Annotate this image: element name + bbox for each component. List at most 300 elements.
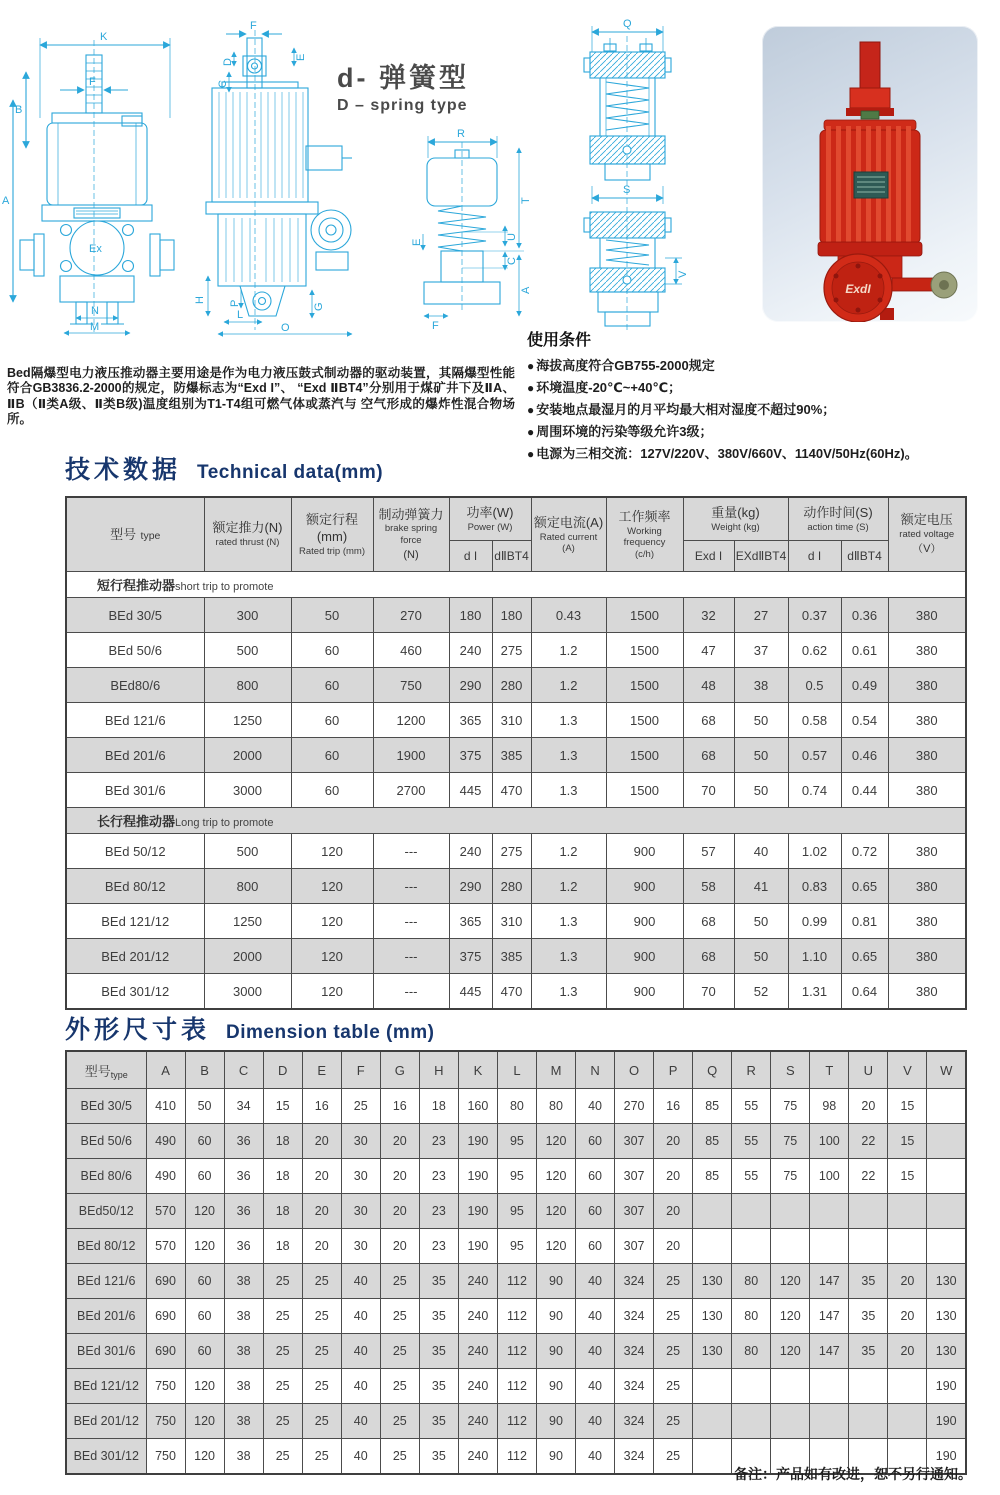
model-cell: BEd 201/12 bbox=[66, 1404, 146, 1439]
header-en: type bbox=[110, 1069, 128, 1080]
product-photo bbox=[762, 26, 978, 322]
value-cell: 60 bbox=[185, 1124, 224, 1159]
value-cell: 1.3 bbox=[531, 703, 606, 738]
value-cell: 25 bbox=[263, 1369, 302, 1404]
value-cell: 38 bbox=[224, 1264, 263, 1299]
value-cell: 1200 bbox=[373, 703, 449, 738]
value-cell: 130 bbox=[693, 1334, 732, 1369]
value-cell: 380 bbox=[888, 703, 966, 738]
value-cell: 35 bbox=[419, 1264, 458, 1299]
bullet-icon: ● bbox=[527, 403, 535, 417]
value-cell: 470 bbox=[492, 974, 531, 1010]
value-cell: 3000 bbox=[204, 773, 291, 808]
value-cell: 25 bbox=[380, 1439, 419, 1475]
header-en: rated voltage bbox=[899, 529, 955, 541]
dim-col-letter: O bbox=[615, 1051, 654, 1089]
drawing-spring-detail bbox=[411, 128, 532, 332]
value-cell: 290 bbox=[449, 869, 492, 904]
value-cell bbox=[771, 1369, 810, 1404]
value-cell: 1.10 bbox=[788, 939, 841, 974]
value-cell: 68 bbox=[683, 939, 734, 974]
value-cell: 300 bbox=[204, 598, 291, 633]
value-cell: 120 bbox=[771, 1264, 810, 1299]
value-cell: 40 bbox=[341, 1404, 380, 1439]
value-cell: 324 bbox=[615, 1439, 654, 1475]
value-cell: 90 bbox=[536, 1439, 575, 1475]
value-cell: 900 bbox=[606, 974, 683, 1010]
header-cn: 额定电流(A) bbox=[533, 514, 604, 530]
value-cell: 900 bbox=[606, 834, 683, 869]
value-cell: 38 bbox=[224, 1334, 263, 1369]
tech-section-label bbox=[66, 572, 966, 598]
dim-col-letter: W bbox=[927, 1051, 966, 1089]
value-cell: 120 bbox=[291, 939, 373, 974]
header-unit: （V） bbox=[912, 543, 942, 556]
value-cell: 0.81 bbox=[841, 904, 888, 939]
value-cell: 445 bbox=[449, 974, 492, 1010]
tech-table-row bbox=[66, 869, 966, 904]
usage-item bbox=[527, 421, 997, 443]
value-cell: 52 bbox=[734, 974, 788, 1010]
value-cell: 490 bbox=[146, 1159, 185, 1194]
value-cell: 20 bbox=[654, 1124, 693, 1159]
value-cell: 380 bbox=[888, 869, 966, 904]
model-cell: BEd80/6 bbox=[66, 668, 204, 703]
value-cell: 280 bbox=[492, 869, 531, 904]
tech-table-body bbox=[66, 572, 966, 1010]
usage-item bbox=[527, 443, 997, 465]
value-cell: 3000 bbox=[204, 974, 291, 1010]
value-cell: 365 bbox=[449, 904, 492, 939]
value-cell: 380 bbox=[888, 598, 966, 633]
value-cell: 1.2 bbox=[531, 834, 606, 869]
value-cell: 36 bbox=[224, 1159, 263, 1194]
value-cell: 80 bbox=[732, 1299, 771, 1334]
value-cell: 750 bbox=[373, 668, 449, 703]
value-cell: 20 bbox=[380, 1159, 419, 1194]
value-cell: 90 bbox=[536, 1334, 575, 1369]
dim-label: R bbox=[457, 128, 465, 140]
tech-table-header bbox=[66, 497, 966, 572]
dim-col-letter: R bbox=[732, 1051, 771, 1089]
header-en: action time (S) bbox=[807, 521, 869, 533]
value-cell: 365 bbox=[449, 703, 492, 738]
drawing-front-view bbox=[2, 31, 174, 333]
dim-label: C bbox=[217, 80, 229, 88]
tech-title-cn: 技术数据 bbox=[65, 456, 182, 484]
dim-title-en: Dimension table (mm) bbox=[226, 1022, 435, 1043]
value-cell: 307 bbox=[615, 1194, 654, 1229]
value-cell: 41 bbox=[734, 869, 788, 904]
value-cell: 20 bbox=[888, 1264, 927, 1299]
value-cell: 20 bbox=[849, 1089, 888, 1124]
value-cell: 270 bbox=[373, 598, 449, 633]
dim-table-row bbox=[66, 1334, 966, 1369]
value-cell: 34 bbox=[224, 1089, 263, 1124]
value-cell: 25 bbox=[654, 1369, 693, 1404]
dim-col-letter: P bbox=[654, 1051, 693, 1089]
value-cell: 375 bbox=[449, 939, 492, 974]
value-cell: 38 bbox=[224, 1369, 263, 1404]
value-cell: 1500 bbox=[606, 633, 683, 668]
value-cell: 380 bbox=[888, 974, 966, 1010]
dim-table-row bbox=[66, 1159, 966, 1194]
value-cell: 18 bbox=[263, 1194, 302, 1229]
tech-col-voltage bbox=[888, 497, 966, 572]
bullet-icon: ● bbox=[527, 425, 535, 439]
usage-item-text: 周围环境的污染等级允许3级； bbox=[536, 424, 713, 439]
value-cell: 70 bbox=[683, 974, 734, 1010]
value-cell: 120 bbox=[185, 1194, 224, 1229]
value-cell: 35 bbox=[419, 1404, 458, 1439]
dim-col-letter: D bbox=[263, 1051, 302, 1089]
tech-table-row bbox=[66, 703, 966, 738]
section-label-cn: 长行程推动器 bbox=[97, 814, 176, 829]
model-cell: BEd 50/6 bbox=[66, 633, 204, 668]
value-cell: 1250 bbox=[204, 703, 291, 738]
value-cell: 750 bbox=[146, 1369, 185, 1404]
value-cell: 25 bbox=[380, 1369, 419, 1404]
value-cell: 16 bbox=[302, 1089, 341, 1124]
value-cell: 120 bbox=[771, 1299, 810, 1334]
dim-table-header bbox=[66, 1051, 966, 1089]
value-cell: 0.83 bbox=[788, 869, 841, 904]
value-cell: 460 bbox=[373, 633, 449, 668]
dim-table-row bbox=[66, 1229, 966, 1264]
value-cell: 130 bbox=[927, 1334, 966, 1369]
tech-col-frequency bbox=[606, 497, 683, 572]
value-cell: 500 bbox=[204, 633, 291, 668]
value-cell: 22 bbox=[849, 1159, 888, 1194]
value-cell: 0.44 bbox=[841, 773, 888, 808]
value-cell: 40 bbox=[576, 1089, 615, 1124]
section-label-en: Long trip to promote bbox=[175, 817, 274, 829]
value-cell: 95 bbox=[497, 1124, 536, 1159]
dim-label: Q bbox=[623, 18, 632, 30]
value-cell: 445 bbox=[449, 773, 492, 808]
value-cell: 147 bbox=[810, 1299, 849, 1334]
value-cell: 60 bbox=[291, 703, 373, 738]
value-cell: 147 bbox=[810, 1264, 849, 1299]
value-cell: 307 bbox=[615, 1159, 654, 1194]
header-cn: 重量(kg) bbox=[711, 504, 760, 520]
tech-data-title bbox=[65, 450, 383, 486]
header-cn: 型号 bbox=[110, 526, 137, 542]
value-cell: 15 bbox=[888, 1089, 927, 1124]
value-cell: --- bbox=[373, 869, 449, 904]
tech-col-thrust bbox=[204, 497, 291, 572]
value-cell: 1500 bbox=[606, 703, 683, 738]
value-cell: 25 bbox=[302, 1404, 341, 1439]
value-cell: 190 bbox=[458, 1194, 497, 1229]
value-cell: 120 bbox=[536, 1194, 575, 1229]
value-cell: 690 bbox=[146, 1264, 185, 1299]
section-label-cn: 短行程推动器 bbox=[97, 578, 176, 593]
model-cell: BEd 50/12 bbox=[66, 834, 204, 869]
technical-data-table bbox=[65, 496, 967, 1010]
value-cell: 25 bbox=[654, 1334, 693, 1369]
tech-subcol-power-dbt4: dⅡBT4 bbox=[492, 541, 531, 572]
value-cell: 180 bbox=[449, 598, 492, 633]
value-cell: 20 bbox=[654, 1229, 693, 1264]
dim-col-letter: Q bbox=[693, 1051, 732, 1089]
value-cell: 18 bbox=[419, 1089, 458, 1124]
value-cell: 1.2 bbox=[531, 668, 606, 703]
header-en: Rated trip (mm) bbox=[299, 545, 365, 557]
value-cell bbox=[693, 1369, 732, 1404]
value-cell: 160 bbox=[458, 1089, 497, 1124]
dim-label: B bbox=[15, 104, 23, 116]
value-cell: 25 bbox=[654, 1404, 693, 1439]
value-cell: 120 bbox=[185, 1369, 224, 1404]
value-cell: 85 bbox=[693, 1124, 732, 1159]
dim-col-letter: L bbox=[497, 1051, 536, 1089]
value-cell: 180 bbox=[492, 598, 531, 633]
model-cell: BEd 201/12 bbox=[66, 939, 204, 974]
dim-label: U bbox=[506, 233, 518, 241]
tech-table-row bbox=[66, 738, 966, 773]
value-cell: 490 bbox=[146, 1124, 185, 1159]
value-cell: 35 bbox=[419, 1299, 458, 1334]
value-cell: 38 bbox=[224, 1439, 263, 1475]
dim-col-letter: T bbox=[810, 1051, 849, 1089]
value-cell: 32 bbox=[683, 598, 734, 633]
drawing-side-view bbox=[194, 20, 352, 334]
value-cell: 500 bbox=[204, 834, 291, 869]
drawing-section-view bbox=[584, 18, 689, 330]
value-cell: 240 bbox=[458, 1439, 497, 1475]
value-cell: 112 bbox=[497, 1334, 536, 1369]
value-cell: 385 bbox=[492, 939, 531, 974]
dim-label: N bbox=[91, 305, 99, 317]
value-cell: 270 bbox=[615, 1089, 654, 1124]
value-cell: --- bbox=[373, 939, 449, 974]
tech-section-row bbox=[66, 572, 966, 598]
value-cell: 800 bbox=[204, 869, 291, 904]
value-cell: 1900 bbox=[373, 738, 449, 773]
value-cell: 120 bbox=[536, 1229, 575, 1264]
value-cell bbox=[732, 1194, 771, 1229]
bullet-icon: ● bbox=[527, 447, 535, 461]
value-cell: 1.02 bbox=[788, 834, 841, 869]
dim-header-row bbox=[66, 1051, 966, 1089]
tech-header-row-1 bbox=[66, 497, 966, 541]
value-cell: 240 bbox=[449, 633, 492, 668]
value-cell: 36 bbox=[224, 1229, 263, 1264]
dim-col-letter: A bbox=[146, 1051, 185, 1089]
value-cell: 190 bbox=[927, 1369, 966, 1404]
dim-col-letter: K bbox=[458, 1051, 497, 1089]
value-cell: 0.65 bbox=[841, 869, 888, 904]
product-type-title bbox=[337, 56, 469, 115]
value-cell: 80 bbox=[536, 1089, 575, 1124]
value-cell bbox=[849, 1369, 888, 1404]
tech-subcol-power-d1: d I bbox=[449, 541, 492, 572]
value-cell: 25 bbox=[302, 1264, 341, 1299]
value-cell: 120 bbox=[771, 1334, 810, 1369]
value-cell: 570 bbox=[146, 1194, 185, 1229]
value-cell: 60 bbox=[291, 738, 373, 773]
value-cell bbox=[771, 1194, 810, 1229]
dim-label: L bbox=[237, 309, 244, 321]
value-cell: 112 bbox=[497, 1404, 536, 1439]
value-cell: 690 bbox=[146, 1299, 185, 1334]
value-cell: 190 bbox=[458, 1124, 497, 1159]
header-unit: (c/h) bbox=[635, 548, 654, 560]
header-cn: 动作时间(S) bbox=[803, 504, 873, 520]
model-cell: BEd 80/6 bbox=[66, 1159, 146, 1194]
value-cell bbox=[810, 1369, 849, 1404]
value-cell bbox=[888, 1369, 927, 1404]
dim-label: P bbox=[229, 299, 241, 307]
value-cell: 120 bbox=[185, 1229, 224, 1264]
dim-label: D bbox=[222, 58, 234, 66]
value-cell: 15 bbox=[888, 1124, 927, 1159]
value-cell bbox=[693, 1194, 732, 1229]
value-cell: 20 bbox=[380, 1124, 419, 1159]
value-cell: 1.31 bbox=[788, 974, 841, 1010]
usage-item-text: 环境温度-20℃~+40℃； bbox=[536, 380, 682, 395]
dim-col-letter: G bbox=[380, 1051, 419, 1089]
model-cell: BEd 201/6 bbox=[66, 738, 204, 773]
usage-item bbox=[527, 377, 997, 399]
value-cell: 22 bbox=[849, 1124, 888, 1159]
value-cell: 380 bbox=[888, 738, 966, 773]
value-cell: 38 bbox=[224, 1404, 263, 1439]
value-cell: 40 bbox=[341, 1439, 380, 1475]
value-cell bbox=[927, 1159, 966, 1194]
tech-subcol-weight-exdbt4: EXdⅡBT4 bbox=[734, 541, 788, 572]
value-cell: 60 bbox=[185, 1264, 224, 1299]
value-cell: 20 bbox=[654, 1159, 693, 1194]
dim-label: T bbox=[520, 197, 532, 204]
value-cell: 130 bbox=[927, 1264, 966, 1299]
value-cell: 324 bbox=[615, 1264, 654, 1299]
value-cell: 15 bbox=[888, 1159, 927, 1194]
dim-label: S bbox=[623, 184, 631, 196]
dim-label: F bbox=[250, 20, 257, 32]
value-cell: 68 bbox=[683, 703, 734, 738]
value-cell: 900 bbox=[606, 904, 683, 939]
value-cell: 95 bbox=[497, 1229, 536, 1264]
value-cell: 0.65 bbox=[841, 939, 888, 974]
value-cell: 750 bbox=[146, 1439, 185, 1475]
dim-label: C bbox=[506, 257, 518, 265]
dim-label: K bbox=[100, 31, 108, 43]
value-cell: 27 bbox=[734, 598, 788, 633]
value-cell: 25 bbox=[263, 1439, 302, 1475]
value-cell: 130 bbox=[693, 1299, 732, 1334]
tech-col-spring bbox=[373, 497, 449, 572]
value-cell: 0.62 bbox=[788, 633, 841, 668]
value-cell bbox=[888, 1194, 927, 1229]
value-cell: 280 bbox=[492, 668, 531, 703]
explosion-proof-badge: ExdI bbox=[845, 282, 871, 296]
tech-table-row bbox=[66, 773, 966, 808]
value-cell: 60 bbox=[185, 1299, 224, 1334]
value-cell: 0.64 bbox=[841, 974, 888, 1010]
value-cell: 18 bbox=[263, 1159, 302, 1194]
model-cell: BEd 301/12 bbox=[66, 1439, 146, 1475]
usage-item-text: 海拔高度符合GB755-2000规定 bbox=[536, 358, 715, 373]
value-cell: 240 bbox=[449, 834, 492, 869]
value-cell: 55 bbox=[732, 1124, 771, 1159]
value-cell: 1.2 bbox=[531, 633, 606, 668]
value-cell: 35 bbox=[419, 1334, 458, 1369]
tech-table-row bbox=[66, 939, 966, 974]
tech-col-time bbox=[788, 497, 888, 541]
value-cell: 240 bbox=[458, 1264, 497, 1299]
value-cell: 20 bbox=[302, 1124, 341, 1159]
value-cell: 95 bbox=[497, 1194, 536, 1229]
header-unit: (N) bbox=[403, 549, 419, 562]
value-cell: 55 bbox=[732, 1089, 771, 1124]
value-cell: 57 bbox=[683, 834, 734, 869]
value-cell: 75 bbox=[771, 1089, 810, 1124]
value-cell: 2700 bbox=[373, 773, 449, 808]
dim-label: E bbox=[295, 53, 307, 61]
value-cell bbox=[927, 1124, 966, 1159]
dim-table-row bbox=[66, 1369, 966, 1404]
value-cell: 37 bbox=[734, 633, 788, 668]
dim-col-letter: B bbox=[185, 1051, 224, 1089]
value-cell: 307 bbox=[615, 1124, 654, 1159]
dim-col-letter: U bbox=[849, 1051, 888, 1089]
value-cell: 30 bbox=[341, 1159, 380, 1194]
tech-table-row bbox=[66, 974, 966, 1010]
value-cell: 70 bbox=[683, 773, 734, 808]
value-cell: 40 bbox=[341, 1264, 380, 1299]
value-cell: 310 bbox=[492, 904, 531, 939]
usage-list bbox=[527, 355, 997, 465]
value-cell: 90 bbox=[536, 1369, 575, 1404]
value-cell: 190 bbox=[927, 1404, 966, 1439]
value-cell: 60 bbox=[576, 1124, 615, 1159]
value-cell: 90 bbox=[536, 1264, 575, 1299]
dim-col-letter: H bbox=[419, 1051, 458, 1089]
value-cell: --- bbox=[373, 974, 449, 1010]
value-cell bbox=[732, 1404, 771, 1439]
value-cell: 324 bbox=[615, 1369, 654, 1404]
tech-table-row bbox=[66, 904, 966, 939]
dim-table-row bbox=[66, 1264, 966, 1299]
value-cell: --- bbox=[373, 834, 449, 869]
model-cell: BEd 301/6 bbox=[66, 773, 204, 808]
dim-label: V bbox=[677, 270, 689, 278]
value-cell: 20 bbox=[302, 1229, 341, 1264]
value-cell: 50 bbox=[734, 703, 788, 738]
dim-label: H bbox=[194, 296, 206, 304]
tech-col-weight bbox=[683, 497, 788, 541]
value-cell bbox=[810, 1404, 849, 1439]
usage-item bbox=[527, 355, 997, 377]
dim-col-letter: V bbox=[888, 1051, 927, 1089]
value-cell: 20 bbox=[380, 1229, 419, 1264]
dim-table-row bbox=[66, 1194, 966, 1229]
value-cell: 0.74 bbox=[788, 773, 841, 808]
dim-label: A bbox=[2, 195, 10, 207]
value-cell: 40 bbox=[341, 1334, 380, 1369]
value-cell: 80 bbox=[497, 1089, 536, 1124]
value-cell: 290 bbox=[449, 668, 492, 703]
value-cell: 25 bbox=[302, 1439, 341, 1475]
value-cell: 275 bbox=[492, 834, 531, 869]
value-cell: 1500 bbox=[606, 773, 683, 808]
tech-table-row bbox=[66, 633, 966, 668]
value-cell: 25 bbox=[380, 1299, 419, 1334]
tech-title-en: Technical data(mm) bbox=[197, 462, 384, 483]
value-cell: 120 bbox=[291, 834, 373, 869]
